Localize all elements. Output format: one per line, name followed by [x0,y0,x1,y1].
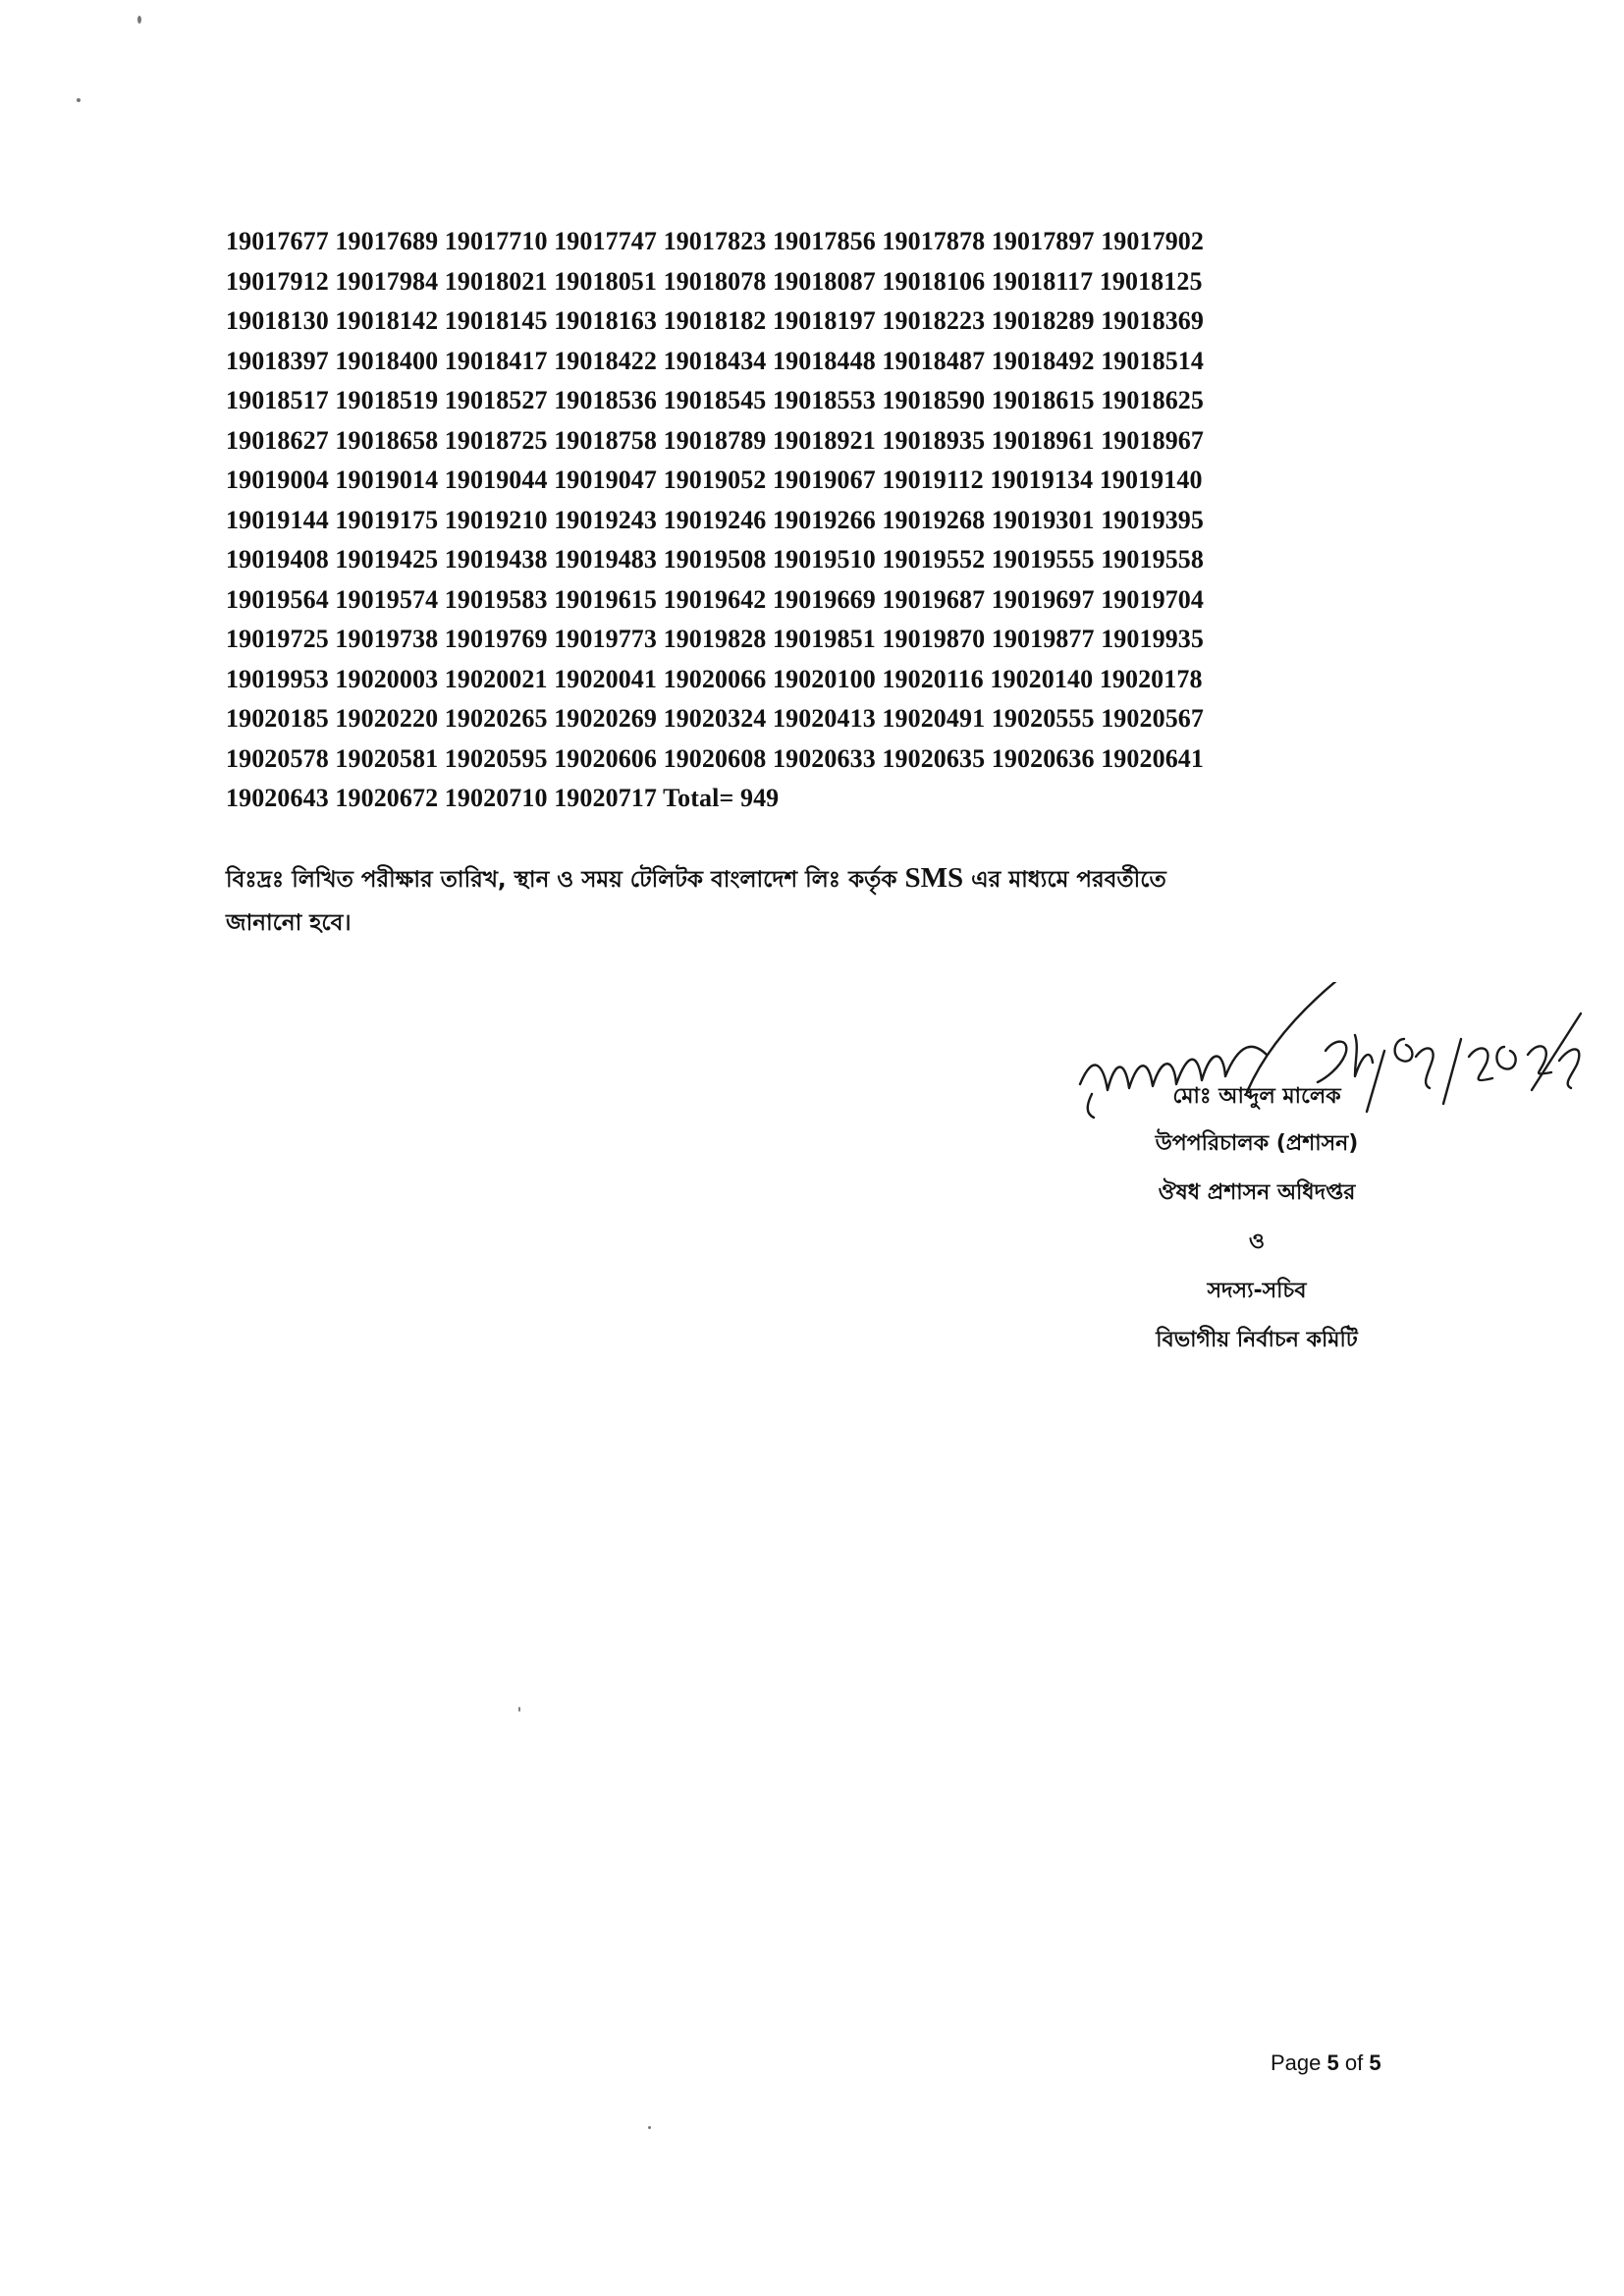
roll-number-line: 19018397 19018400 19018417 19018422 19018434 19018448 19018487 19018492 19018514 [226,346,1204,375]
officer-department: ঔষধ প্রশাসন অধিদপ্তর [1158,1180,1356,1205]
roll-number-line-total: 19020643 19020672 19020710 19020717 Total= 949 [226,784,780,812]
scan-speck [77,98,81,102]
page-total: 5 [1369,2050,1381,2075]
officer-committee: বিভাগীয় নির্বাচন কমিটি [1156,1328,1358,1352]
notice-prefix: বিঃদ্রঃ লিখিত পরীক্ষার তারিখ, স্থান ও সময় টেলিটক বাংলাদেশ লিঃ কর্তৃক [226,867,905,893]
page-current: 5 [1326,2050,1339,2075]
roll-number-line: 19019408 19019425 19019438 19019483 19019508 19019510 19019552 19019555 19019558 [226,545,1204,574]
scan-speck [518,1707,520,1712]
officer-conjunction: ও [1248,1230,1266,1254]
roll-number-line: 19018517 19018519 19018527 19018536 19018545 19018553 19018590 19018615 19018625 [226,386,1204,414]
officer-designation: উপপরিচালক (প্রশাসন) [1155,1131,1359,1156]
exam-notice [226,856,1453,945]
roll-number-line: 19020185 19020220 19020265 19020269 19020324 19020413 19020491 19020555 19020567 [226,704,1204,733]
roll-number-list [226,222,1434,819]
roll-number-line: 19019564 19019574 19019583 19019615 19019642 19019669 19019687 19019697 19019704 [226,584,1204,614]
roll-number-line: 19019725 19019738 19019769 19019773 19019828 19019851 19019870 19019877 19019935 [226,625,1204,653]
roll-number-line: 19019004 19019014 19019044 19019047 19019052 19019067 19019112 19019134 19019140 [226,465,1203,494]
notice-line-1 [226,856,1453,902]
scan-speck [137,16,141,24]
page-number [1271,2050,1381,2076]
roll-number-line: 19019144 19019175 19019210 19019243 19019246 19019266 19019268 19019301 19019395 [226,505,1204,534]
roll-number-line: 19017912 19017984 19018021 19018051 19018078 19018087 19018106 19018117 19018125 [226,266,1203,296]
page-prefix: Page [1271,2050,1327,2075]
roll-number-line: 19017677 19017689 19017710 19017747 19017823 19017856 19017878 19017897 19017902 [226,227,1204,255]
page-of: of [1338,2050,1370,2075]
notice-line-2: জানানো হবে। [226,910,352,936]
officer-name: মোঃ আব্দুল মালেক [1172,1084,1341,1109]
roll-number-line: 19018627 19018658 19018725 19018758 19018789 19018921 19018935 19018961 19018967 [226,425,1204,455]
notice-sms: SMS [904,862,964,894]
notice-suffix: এর মাধ্যমে পরবর্তীতে [963,867,1166,893]
scan-speck [648,2126,651,2129]
officer-role: সদস্য-সচিব [1207,1279,1307,1303]
roll-number-line: 19019953 19020003 19020021 19020041 19020066 19020100 19020116 19020140 19020178 [226,664,1203,693]
roll-number-line: 19018130 19018142 19018145 19018163 19018182 19018197 19018223 19018289 19018369 [226,306,1204,335]
roll-number-line: 19020578 19020581 19020595 19020606 19020608 19020633 19020635 19020636 19020641 [226,743,1204,773]
signature-block [1060,982,1610,1375]
